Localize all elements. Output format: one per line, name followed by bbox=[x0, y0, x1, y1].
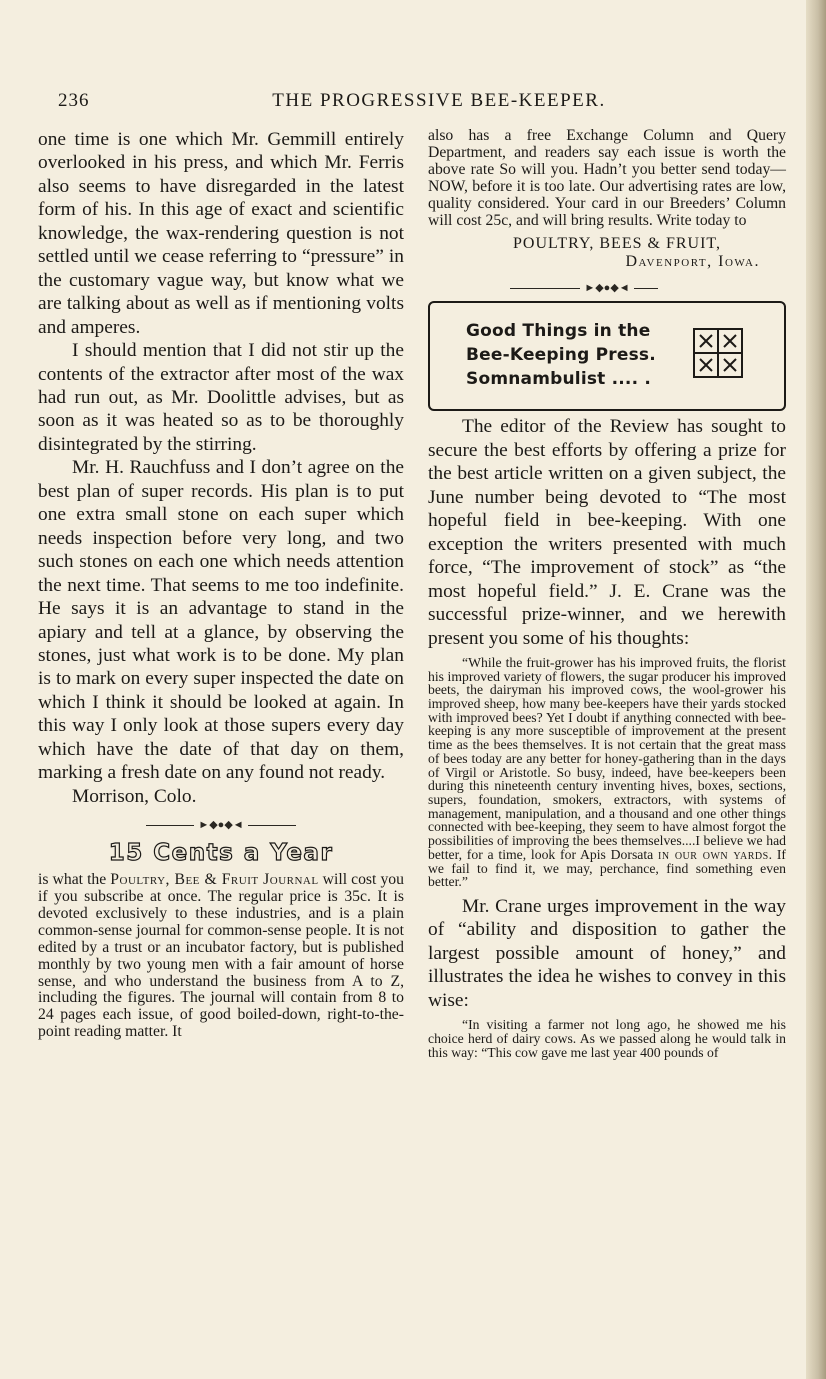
ad-paragraph: is what the Poultry, Bee & Fruit Journal will cost you if you subscribe at once. The regular price is 35c. It is devoted exclusively to these industries, and is a plain common-sense journal for common-sense people. It is not edited by a trust or an incubator factory, but is published monthly by two young men with a fair amount of horse sense, and who understand the business from A to Z, including the figures. The journal will contain from 8 to 24 pages each issue, of good boiled-down, right-to-the-point reading matter. It bbox=[38, 871, 404, 1041]
ad-address-city: Davenport, Iowa. bbox=[625, 253, 760, 271]
section-heading-box bbox=[428, 301, 786, 411]
ad-address-name: POULTRY, BEES & FRUIT, bbox=[513, 235, 721, 253]
divider-ornament-icon: ►◆●◆◄ bbox=[194, 819, 247, 831]
article-paragraph: The editor of the Review has sought to secure the best efforts by offering a prize for the best article written on a given subject, the June number being devoted to “The most hopeful field in bee-keeping. With one exception the writers presented with much force, “The improvement of stock” as “the most hopeful field.” J. E. Crane was the successful prize-winner, and we herewith present you some of his thoughts: bbox=[428, 416, 786, 649]
article-paragraph: Mr. Crane urges improvement in the way of “ability and disposition to gather the largest possible amount of honey,” and illustrates the idea he wishes to convey in this wise: bbox=[428, 895, 786, 1011]
journal-title: THE PROGRESSIVE BEE-KEEPER. bbox=[272, 90, 606, 111]
left-column bbox=[38, 128, 404, 1041]
binding-edge bbox=[806, 0, 826, 1379]
running-header bbox=[58, 90, 800, 112]
ornamental-cross-icon bbox=[690, 325, 746, 381]
ad-heading: 15 Cents a Year bbox=[108, 840, 334, 867]
ad-paragraph-continued: also has a free Exchange Column and Query Department, and readers say each issue is worth the above rate So will you. Hadn’t you better send today—NOW, before it is too late. Our advertising rates are low, quality considered. Your card in our Breeders’ Column will cost 25c, and will bring results. Write today to bbox=[428, 127, 786, 229]
page-number: 236 bbox=[58, 90, 90, 111]
section-heading: Good Things in the Bee-Keeping Press. Somnambulist .... . bbox=[466, 321, 656, 390]
article-paragraph: I should mention that I did not stir up the contents of the extractor after most of the wax had run out, as Mr. Doolittle advises, but as soon as it was heated so as to be thoroughly disintegrated by the stirring. bbox=[38, 340, 404, 455]
article-paragraph: Mr. H. Rauchfuss and I don’t agree on the best plan of super records. His plan is to put one extra small stone on each super which needs inspection before very long, and two such stones on each one which needs attention the next time. That seems to me too indefinite. He says it is an advantage to stand in the apiary and tell at a glance, by observing the stones, just what work is to be done. My plan is to mark on every super inspected the date on which I think it should be looked at again. In this way I only look at those supers every day which have the date of that day on them, marking a fresh date on any found not ready. bbox=[38, 457, 404, 784]
section-divider bbox=[38, 818, 404, 832]
quoted-paragraph: “While the fruit-grower has his improved fruits, the florist his improved variety of flowers, the sugar producer his improved beets, the dairyman his improved cows, the wool-grower his improved sheep, how many bee-keepers have their yards stocked with improved bees? Yet I doubt if anything connected with bee-keeping is any more susceptible of improvement at the present time as the bees themselves. It is not certain that the great mass of bees today are any better for honey-gathering than in the days of Virgil or Aristotle. So busy, indeed, have bee-keepers been during this nineteenth century inventing hives, boxes, sections, supers, foundation, smokers, extractors, with systems of management, manipulation, and a thousand and one other things connected with bee-keeping, they seem to have almost forgot the possibilities of improving the bees themselves....I believe we had better, for a time, look for Apis Dorsata in our own yards. If we fail to find it, we may, perchance, find something even better.” bbox=[428, 654, 786, 890]
author-location: Morrison, Colo. bbox=[72, 785, 197, 807]
divider-ornament-icon: ►◆●◆◄ bbox=[580, 282, 633, 294]
section-divider bbox=[428, 281, 786, 295]
quoted-paragraph: “In visiting a farmer not long ago, he showed me his choice herd of dairy cows. As we passed along he would talk in this way: “This cow gave me last year 400 pounds of bbox=[428, 1017, 786, 1060]
ad-address bbox=[428, 235, 786, 271]
right-column bbox=[428, 128, 786, 1059]
article-paragraph: one time is one which Mr. Gemmill entirely overlooked in his press, and which Mr. Ferris also seems to have disregarded in the latest form of his. In this age of exact and scientific knowledge, the wax-rendering question is not settled until we cease referring to “pressure” in the customary vague way, but know what we are talking about as well as if mentioning volts and amperes. bbox=[38, 129, 404, 338]
